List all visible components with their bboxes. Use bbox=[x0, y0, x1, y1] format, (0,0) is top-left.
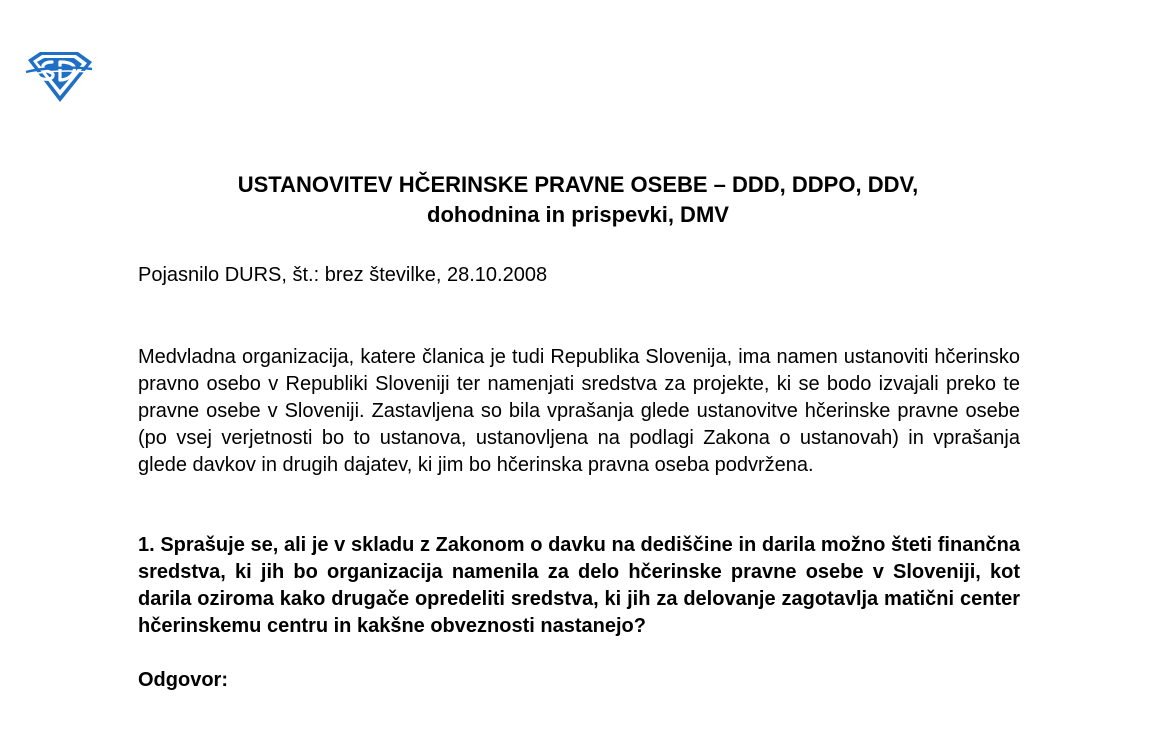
title-line-1: USTANOVITEV HČERINSKE PRAVNE OSEBE – DDD, DDPO, DDV, bbox=[237, 172, 919, 197]
answer-label: Odgovor: bbox=[138, 669, 228, 691]
intro-paragraph: Medvladna organizacija, katere članica je tudi Republika Slovenija, ima namen ustanoviti hčerinsko pravno osebo v Republiki Sloveniji ter namenjati sredstva za projekte, ki se bodo izvajali preko te pravne osebe v Sloveniji. Zastavljena so bila vprašanja glede ustanovitve hčerinske pravne osebe (po vsej verjetnosti bo to ustanova, ustanovljena na podlagi Zakona o ustanovah) in vprašanja glede davkov in drugih dajatev, ki jim bo hčerinska pravna oseba podvržena. bbox=[138, 346, 1020, 476]
source-line: Pojasnilo DURS, št.: brez številke, 28.10.2008 bbox=[138, 264, 548, 286]
question-1: 1. Sprašuje se, ali je v skladu z Zakonom o davku na dediščine in darila možno šteti finančna sredstva, ki jih bo organizacija namenila za delo hčerinske pravne osebe v Sloveniji, kot darila oziroma kako drugače opredeliti sredstva, ki jih za delovanje zagotavlja matični center hčerinskemu centru in kakšne obveznosti nastanejo? bbox=[138, 534, 1020, 637]
document-title bbox=[60, 170, 1096, 230]
title-line-2: dohodnina in prispevki, DMV bbox=[427, 202, 729, 227]
document-body bbox=[138, 262, 1020, 694]
sd-shield-logo-icon bbox=[22, 50, 96, 104]
